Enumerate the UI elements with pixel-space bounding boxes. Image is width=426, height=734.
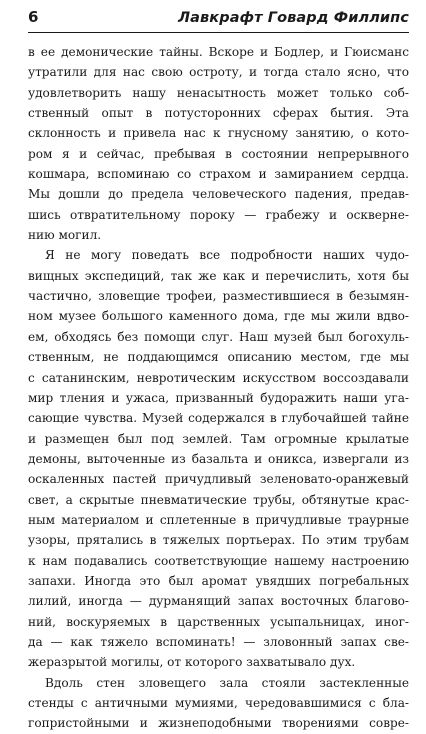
text-line: демоны, выточенные из базальта и оникса, извергали из [28,451,409,466]
paragraph [28,673,409,734]
text-line: к нам подавались соответствующие нашему настроению [28,553,409,568]
text-line: лилий, иногда — дурманящий запах восточных благово- [28,594,409,609]
text-line: ром я и сейчас, пребывая в состоянии непрерывного [28,146,409,161]
text-line: нию могил. [28,228,102,243]
book-page [28,8,409,731]
text-line: стенды с античными мумиями, чередовавшимися с бла- [28,696,409,710]
text-line: сающие чувства. Музей содержался в глубочайшей тайне [28,411,409,426]
text-line: узоры, прятались в тяжелых портьерах. По этим трубам [28,533,409,548]
text-line: частично, зловещие трофеи, разместившиеся в безымян- [28,289,409,304]
text-line: Я не могу поведать все подробности наших чудо- [45,248,409,263]
text-line: в ее демонические тайны. Вскоре и Бодлер, и Гюисманс [28,45,409,59]
text-line: утратили для нас свою остроту, и тогда стало ясно, что [28,65,409,80]
paragraph [28,245,409,672]
text-line: ственным, не поддающимся описанию местом, где мы [28,350,409,365]
text-line: склонность и привела нас к гнусному занятию, о кото- [28,126,409,141]
page-number: 6 [28,8,39,26]
text-line: оскаленных пастей причудливый зеленовато-оранжевый [28,472,409,487]
text-line: Вдоль стен зловещего зала стояли застекленные [45,675,409,690]
text-line: запахи. Иногда это был аромат увядших погребальных [28,573,409,588]
text-line: и размещен был под землей. Там огромные крылатые [28,431,409,446]
text-line: жеразрытой могилы, от которого захватывало дух. [28,655,356,670]
text-line: кошмара, вспоминаю со страхом и замиранием сердца. [28,167,409,182]
text-line: ем, обходясь без помощи слуг. Наш музей был богохуль- [28,329,409,344]
text-line: да — как тяжело вспоминать! — зловонный запах све- [28,634,409,649]
text-line: вищных экспедиций, так же как и перечислить, хотя бы [28,268,409,283]
running-header [28,8,409,33]
body-text [28,42,409,734]
text-line: ственный опыт в потусторонних сферах бытия. Эта [28,106,409,121]
text-line: гопристойными и жизнеподобными творениями совре- [28,716,409,731]
text-line: ний, воскуряемых в царственных усыпальницах, иног- [28,614,409,629]
text-line: удовлетворить нашу ненасытность может только соб- [28,85,409,100]
text-line: мир тления и ужаса, призванный будоражить наши уга- [28,390,409,405]
text-line: шись отвратительному пороку — грабежу и осквернe- [28,207,409,222]
text-line: с сатанинским, невротическим искусством воссоздавали [28,370,409,385]
text-line: свет, а скрытые пневматические трубы, обтянутые крас- [28,492,409,507]
paragraph [28,42,409,245]
text-line: ном музее большого каменного дома, где мы жили вдво- [28,309,409,324]
running-title: Лавкрафт Говард Филлипс [177,10,409,26]
text-line: ным материалом и сплетенные в причудливые траурные [28,512,409,527]
text-line: Мы дошли до предела человеческого падения, предав- [28,187,409,202]
